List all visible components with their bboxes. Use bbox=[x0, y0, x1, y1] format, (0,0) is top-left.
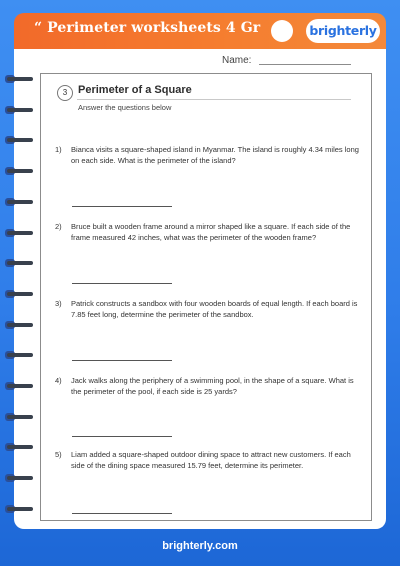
answer-line-2 bbox=[72, 283, 172, 284]
binder-wire bbox=[7, 353, 33, 357]
binder-wire bbox=[7, 445, 33, 449]
brighterly-logo bbox=[306, 19, 380, 43]
question-text: Patrick constructs a sandbox with four wooden boards of equal length. If each board is 7.85 feet long, determine the perimeter of the sandbox. bbox=[71, 299, 358, 319]
worksheet-header bbox=[14, 13, 386, 49]
section-title: Perimeter of a Square bbox=[78, 84, 192, 96]
binder-wire bbox=[7, 476, 33, 480]
binder-ring bbox=[5, 104, 35, 116]
binder-wire bbox=[7, 323, 33, 327]
binder-ring bbox=[5, 441, 35, 453]
answer-line-5 bbox=[72, 513, 172, 514]
binder-wire bbox=[7, 108, 33, 112]
binder-ring bbox=[5, 165, 35, 177]
binder-wire bbox=[7, 169, 33, 173]
answer-line-1 bbox=[72, 206, 172, 207]
question-5 bbox=[55, 450, 365, 471]
binder-ring bbox=[5, 472, 35, 484]
binder-ring bbox=[5, 349, 35, 361]
binder-wire bbox=[7, 261, 33, 265]
binder-wire bbox=[7, 231, 33, 235]
question-number: 5) bbox=[55, 450, 62, 459]
binder-ring bbox=[5, 73, 35, 85]
answer-line-4 bbox=[72, 436, 172, 437]
name-answer-line bbox=[259, 64, 351, 65]
binder-wire bbox=[7, 200, 33, 204]
binder-wire bbox=[7, 384, 33, 388]
binder-ring bbox=[5, 503, 35, 515]
binder-wire bbox=[7, 507, 33, 511]
question-text: Bianca visits a square-shaped island in Myanmar. The island is roughly 4.34 miles long on each side. What is the perimeter of the island? bbox=[71, 145, 359, 165]
question-text: Liam added a square-shaped outdoor dining space to attract new customers. If each side of the dining space measured 15.79 feet, determine its perimeter. bbox=[71, 450, 351, 470]
question-text: Jack walks along the periphery of a swimming pool, in the shape of a square. What is the perimeter of the pool, if each side is 25 yards? bbox=[71, 376, 354, 396]
binder-ring bbox=[5, 319, 35, 331]
binder-ring bbox=[5, 257, 35, 269]
answer-line-3 bbox=[72, 360, 172, 361]
binder-ring bbox=[5, 196, 35, 208]
binder-ring bbox=[5, 134, 35, 146]
section-divider bbox=[77, 99, 351, 100]
section-number: 3 bbox=[57, 85, 73, 101]
question-3 bbox=[55, 299, 365, 320]
question-4 bbox=[55, 376, 365, 397]
header-circle-decoration bbox=[271, 20, 293, 42]
binder-ring bbox=[5, 227, 35, 239]
question-number: 3) bbox=[55, 299, 62, 308]
question-text: Bruce built a wooden frame around a mirror shaped like a square. If each side of the frame measured 42 inches, what was the perimeter of the wooden frame? bbox=[71, 222, 351, 242]
worksheet-title: “ Perimeter worksheets 4 Gr bbox=[34, 20, 261, 36]
name-label: Name: bbox=[222, 55, 252, 66]
binder-wire bbox=[7, 292, 33, 296]
binder-ring bbox=[5, 288, 35, 300]
question-box bbox=[40, 73, 372, 521]
section-instructions: Answer the questions below bbox=[78, 103, 172, 112]
logo-text: brighterly bbox=[309, 23, 377, 38]
question-1 bbox=[55, 145, 365, 166]
footer-url: brighterly.com bbox=[162, 540, 238, 552]
question-number: 2) bbox=[55, 222, 62, 231]
question-2 bbox=[55, 222, 365, 243]
binder-wire bbox=[7, 77, 33, 81]
question-number: 4) bbox=[55, 376, 62, 385]
worksheet-page bbox=[14, 49, 386, 529]
question-number: 1) bbox=[55, 145, 62, 154]
binder-wire bbox=[7, 415, 33, 419]
binder-ring bbox=[5, 411, 35, 423]
binder-ring bbox=[5, 380, 35, 392]
binder-wire bbox=[7, 138, 33, 142]
